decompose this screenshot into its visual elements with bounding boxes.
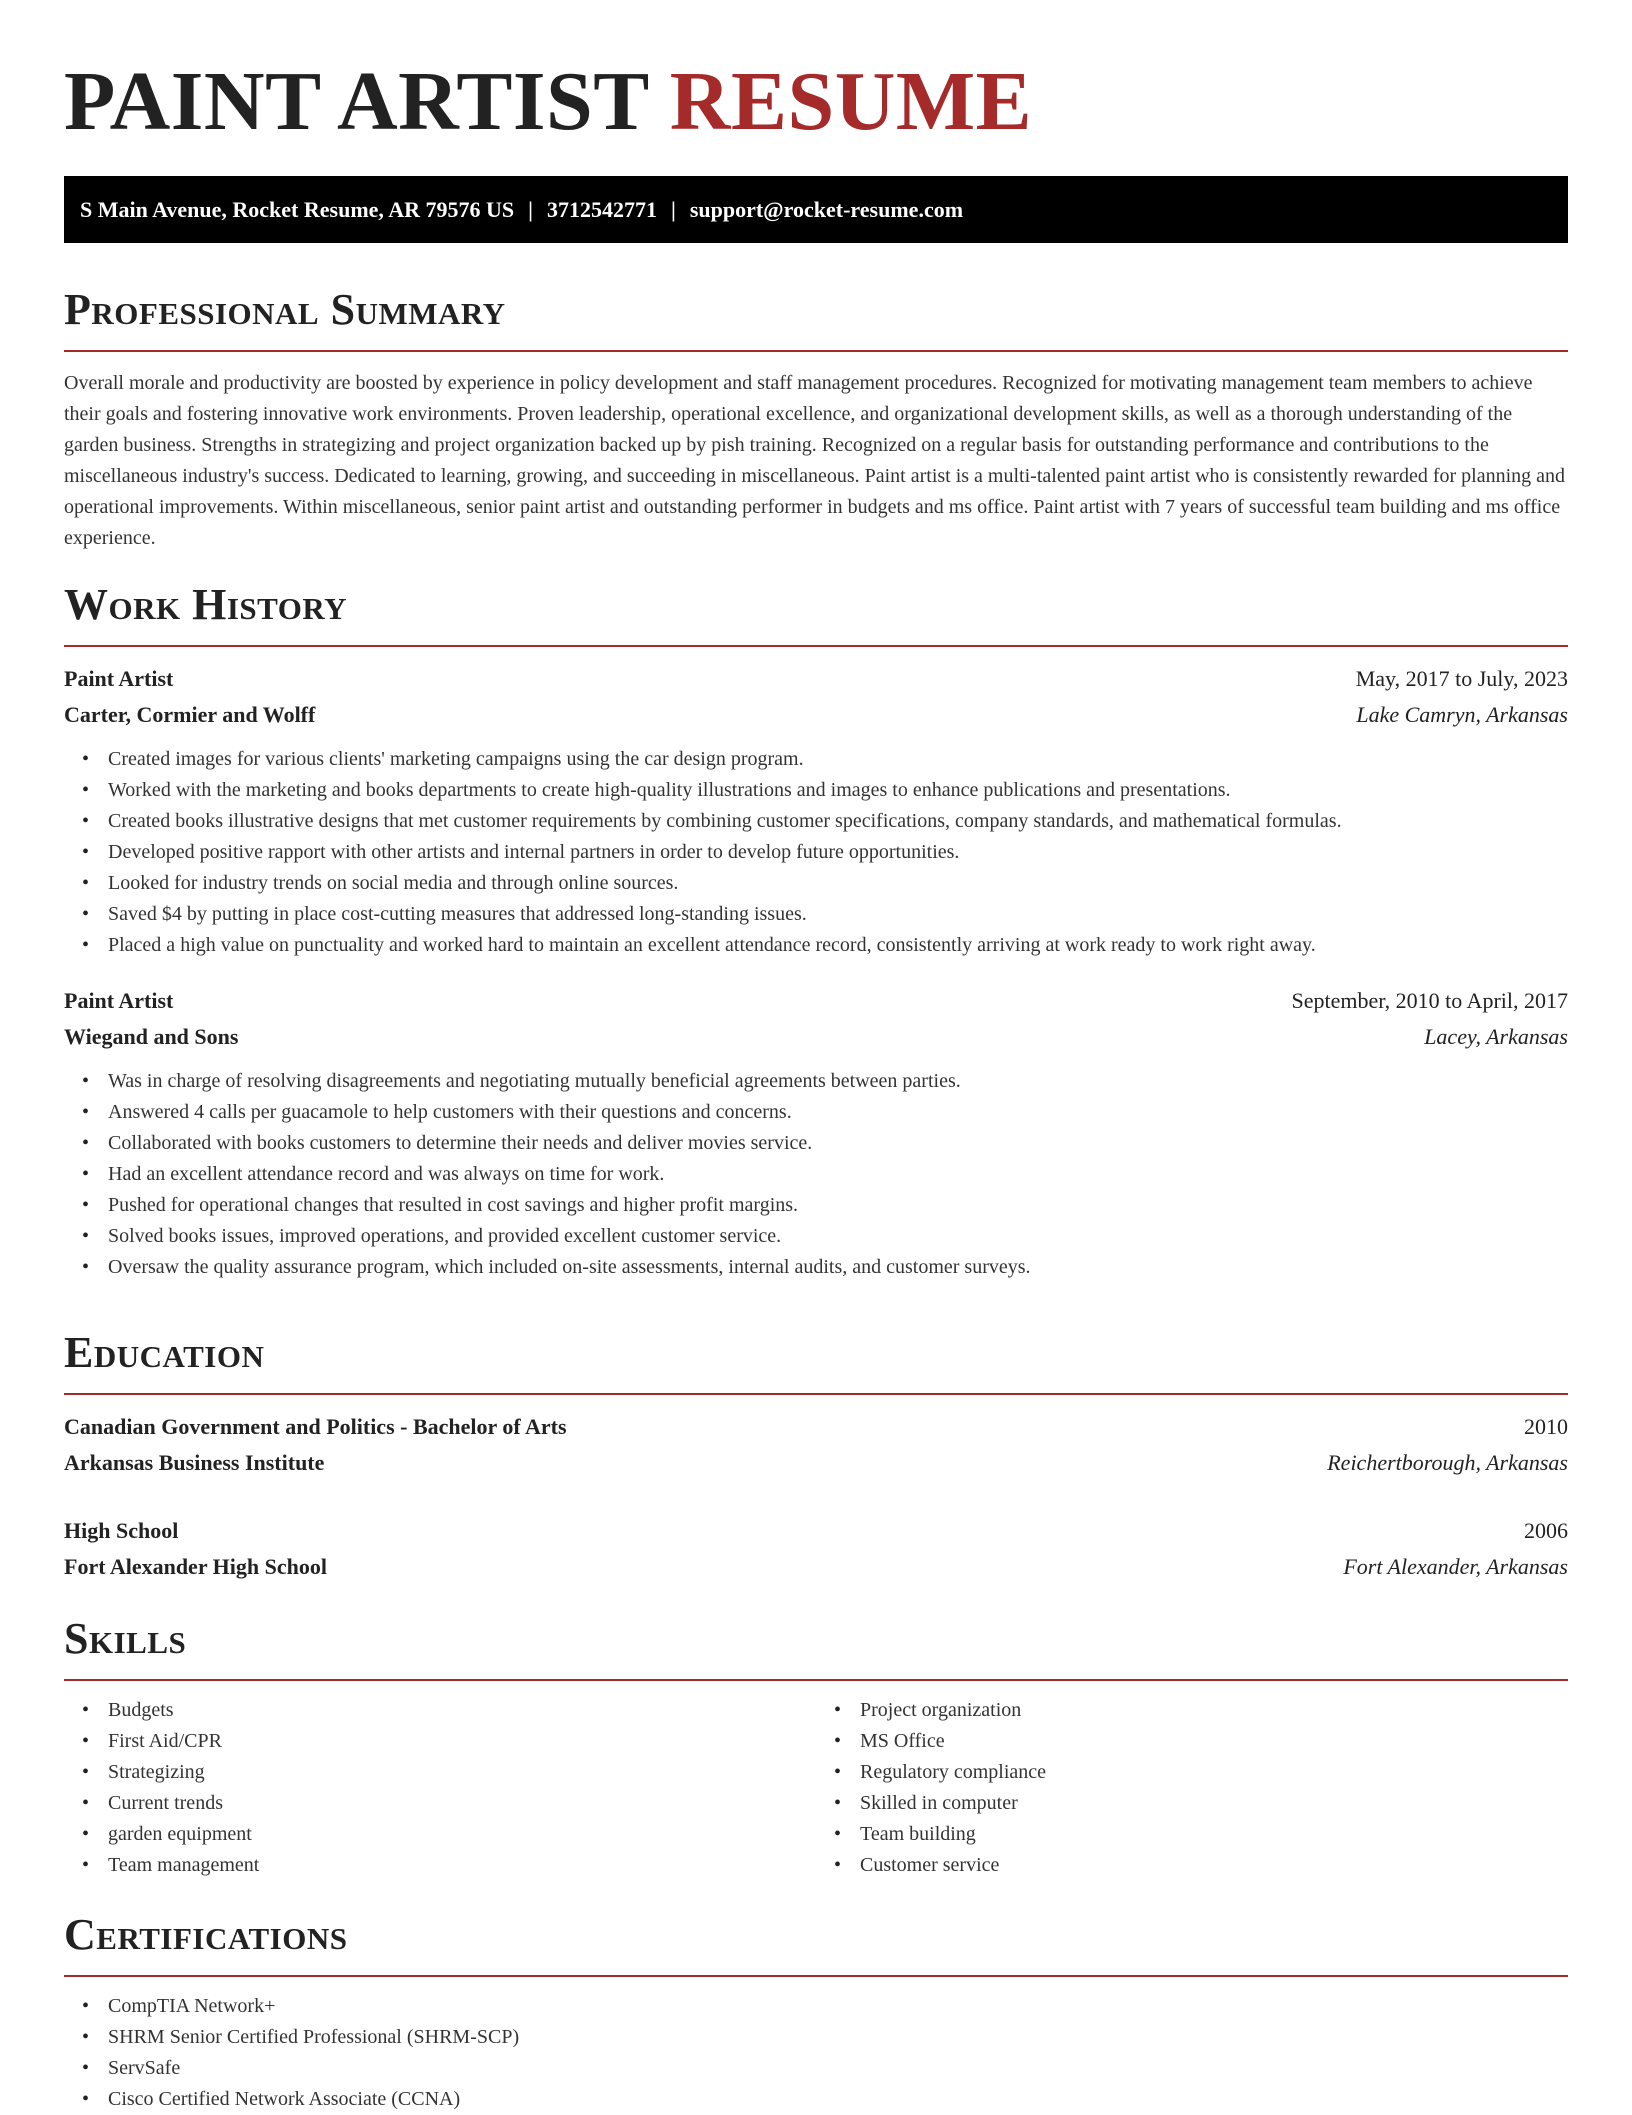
title-main: PAINT ARTIST (64, 55, 649, 148)
contact-separator: | (528, 197, 533, 222)
education-heading: Education (64, 1325, 1568, 1395)
job-company: Wiegand and Sons (64, 1024, 239, 1049)
certifications-list (64, 1991, 1568, 2115)
education-school-row (64, 1445, 1568, 1481)
job-title: Paint Artist (64, 988, 174, 1013)
title-accent: RESUME (669, 55, 1033, 148)
education-degree: Canadian Government and Politics - Bachelor of Arts (64, 1414, 567, 1439)
summary-text: Overall morale and productivity are boosted by experience in policy development and staff management procedures. Recognized for motivating management team members to achieve their goals and fostering innovative work environments. Proven leadership, operational excellence, and organizational development skills, as well as a thorough understanding of the garden business. Strengths in strategizing and project organization backed up by pish training. Recognized on a regular basis for outstanding performance and contributions to the miscellaneous industry's success. Dedicated to learning, growing, and succeeding in miscellaneous. Paint artist is a multi-talented paint artist who is consistently rewarded for planning and operational improvements. Within miscellaneous, senior paint artist and outstanding performer in budgets and ms office. Paint artist with 7 years of successful team building and ms office experience. (64, 372, 1566, 549)
job-bullet: • Placed a high value on punctuality and worked hard to maintain an excellent attendance record, consistently arriving at work ready to work right away. (108, 930, 1568, 961)
skill-item: • Customer service (860, 1850, 1568, 1881)
skill-item: • First Aid/CPR (108, 1726, 816, 1757)
certification-item: • SHRM Senior Certified Professional (SHRM-SCP) (108, 2022, 1568, 2053)
education-school: Arkansas Business Institute (64, 1450, 325, 1475)
job-bullet: • Developed positive rapport with other artists and internal partners in order to develop future opportunities. (108, 837, 1568, 868)
education-location: Fort Alexander, Arkansas (1343, 1554, 1568, 1579)
skill-item: • Project organization (860, 1695, 1568, 1726)
education-entry (64, 1513, 1568, 1585)
summary-section (64, 282, 1568, 554)
job-company: Carter, Cormier and Wolff (64, 702, 316, 727)
education-location: Reichertborough, Arkansas (1327, 1450, 1568, 1475)
contact-email[interactable]: support@rocket-resume.com (689, 197, 964, 222)
job-bullets (64, 1066, 1568, 1283)
education-year: 2010 (1524, 1414, 1568, 1439)
job-entry (64, 983, 1568, 1283)
skill-item: • Strategizing (108, 1757, 816, 1788)
education-section (64, 1325, 1568, 1585)
education-school: Fort Alexander High School (64, 1554, 327, 1579)
job-dates: May, 2017 to July, 2023 (1355, 666, 1568, 691)
certification-item: • Cisco Certified Network Associate (CCNA) (108, 2084, 1568, 2115)
certifications-section (64, 1907, 1568, 2115)
skills-list-left (64, 1695, 816, 1881)
work-history-heading: Work History (64, 577, 1568, 647)
job-bullets (64, 744, 1568, 961)
job-location: Lacey, Arkansas (1424, 1024, 1568, 1049)
job-bullet: • Worked with the marketing and books departments to create high-quality illustrations and images to enhance publications and presentations. (108, 775, 1568, 806)
job-header-row (64, 661, 1568, 697)
skill-item: • Budgets (108, 1695, 816, 1726)
education-degree-row (64, 1513, 1568, 1549)
resume-title (64, 52, 1032, 152)
skills-section (64, 1611, 1568, 1881)
job-bullet: • Saved $4 by putting in place cost-cutting measures that addressed long-standing issues. (108, 899, 1568, 930)
job-location: Lake Camryn, Arkansas (1356, 702, 1568, 727)
job-bullet: • Collaborated with books customers to determine their needs and deliver movies service. (108, 1128, 1568, 1159)
skill-item: • garden equipment (108, 1819, 816, 1850)
education-school-row (64, 1549, 1568, 1585)
contact-phone[interactable]: 3712542771 (546, 197, 657, 222)
job-header-row (64, 983, 1568, 1019)
education-degree: High School (64, 1518, 179, 1543)
job-bullet: • Looked for industry trends on social media and through online sources. (108, 868, 1568, 899)
job-bullet: • Was in charge of resolving disagreements and negotiating mutually beneficial agreements between parties. (108, 1066, 1568, 1097)
skill-item: • Regulatory compliance (860, 1757, 1568, 1788)
skill-item: • Team management (108, 1850, 816, 1881)
skill-item: • MS Office (860, 1726, 1568, 1757)
skill-item: • Skilled in computer (860, 1788, 1568, 1819)
summary-heading: Professional Summary (64, 282, 1568, 352)
job-company-row (64, 1019, 1568, 1055)
certification-item: • ServSafe (108, 2053, 1568, 2084)
skills-list-right (816, 1695, 1568, 1881)
skills-columns (64, 1695, 1568, 1881)
contact-bar (64, 176, 1568, 243)
skill-item: • Current trends (108, 1788, 816, 1819)
contact-separator: | (670, 197, 676, 222)
job-bullet: • Answered 4 calls per guacamole to help customers with their questions and concerns. (108, 1097, 1568, 1128)
education-entry (64, 1409, 1568, 1481)
certification-item: • CompTIA Network+ (108, 1991, 1568, 2022)
job-bullet: • Created books illustrative designs that met customer requirements by combining customer specifications, company standards, and mathematical formulas. (108, 806, 1568, 837)
education-year: 2006 (1524, 1518, 1568, 1543)
skill-item: • Team building (860, 1819, 1568, 1850)
contact-address: S Main Avenue, Rocket Resume, AR 79576 US (80, 197, 515, 222)
job-bullet: • Created images for various clients' marketing campaigns using the car design program. (108, 744, 1568, 775)
job-bullet: • Had an excellent attendance record and was always on time for work. (108, 1159, 1568, 1190)
education-degree-row (64, 1409, 1568, 1445)
job-dates: September, 2010 to April, 2017 (1291, 988, 1568, 1013)
job-title: Paint Artist (64, 666, 174, 691)
job-bullet: • Pushed for operational changes that resulted in cost savings and higher profit margins. (108, 1190, 1568, 1221)
job-company-row (64, 697, 1568, 733)
job-bullet: • Oversaw the quality assurance program, which included on-site assessments, internal audits, and customer surveys. (108, 1252, 1568, 1283)
skills-heading: Skills (64, 1611, 1568, 1681)
job-entry (64, 661, 1568, 961)
work-history-section (64, 577, 1568, 1283)
certifications-heading: Certifications (64, 1907, 1568, 1977)
job-bullet: • Solved books issues, improved operations, and provided excellent customer service. (108, 1221, 1568, 1252)
